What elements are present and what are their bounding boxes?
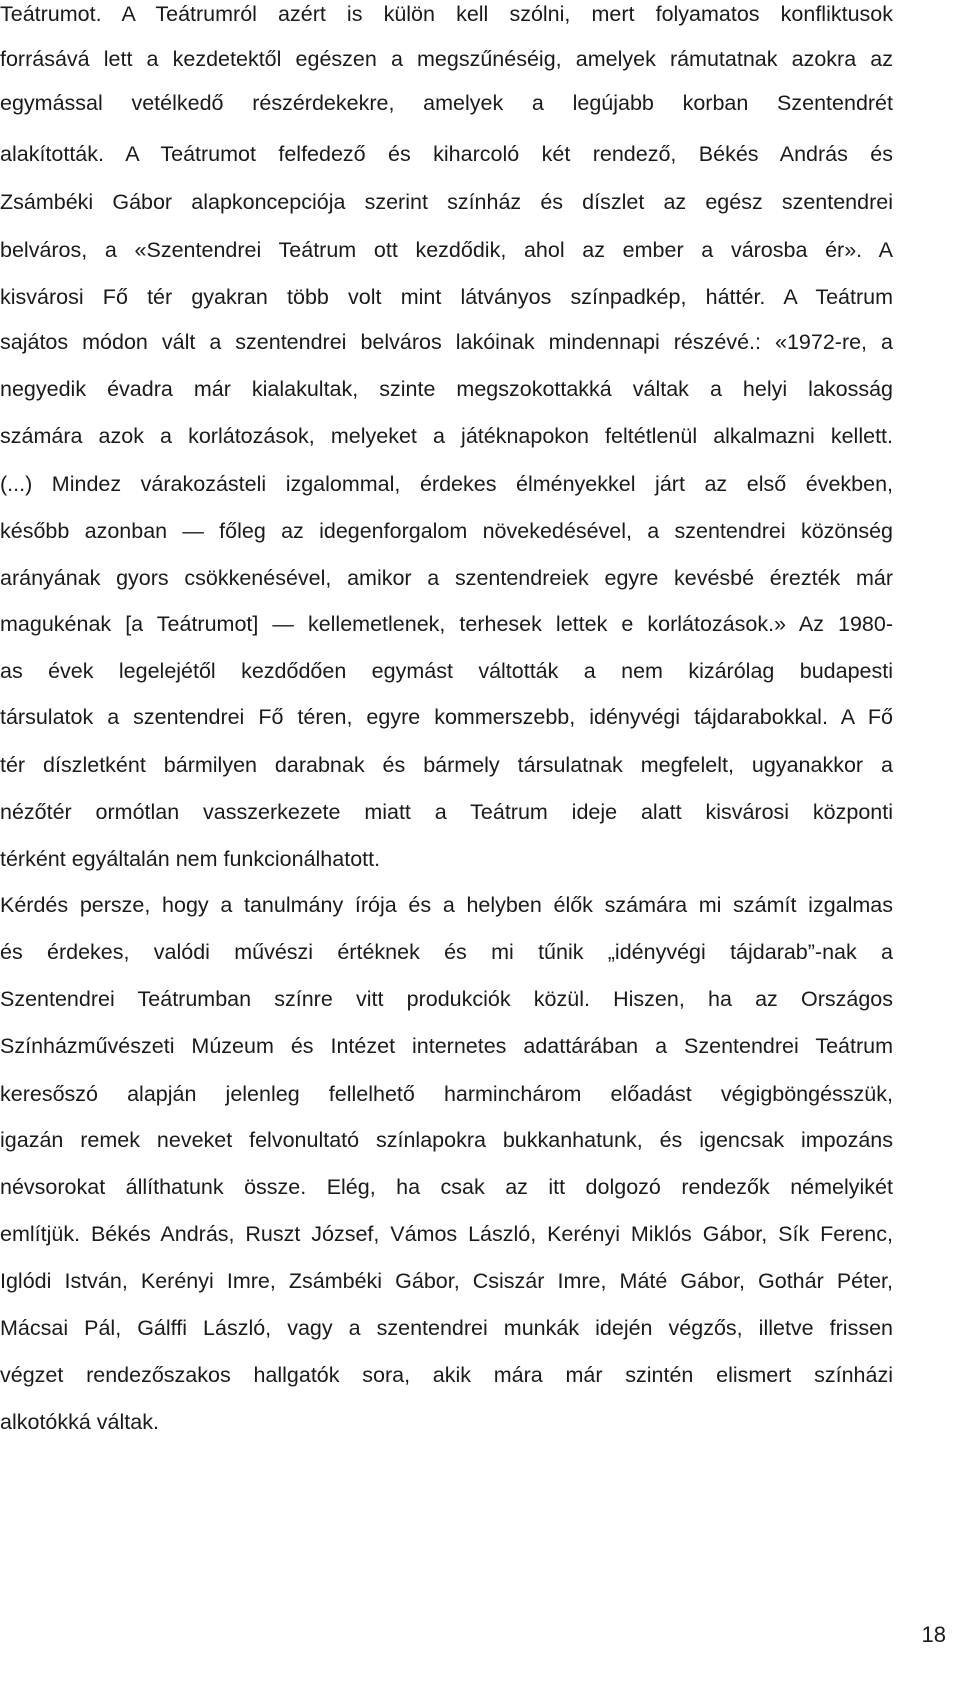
page-number: 18: [921, 1622, 946, 1647]
text-line: belváros, a «Szentendrei Teátrum ott kezdődik, ahol az ember a városba ér». A: [0, 238, 893, 262]
text-line: és érdekes, valódi művészi értéknek és mi tűnik „idényvégi tájdarab”-nak a: [0, 940, 893, 964]
text-line: Zsámbéki Gábor alapkoncepciója szerint színház és díszlet az egész szentendrei: [0, 190, 893, 214]
text-line: as évek legelejétől kezdődően egymást váltották a nem kizárólag budapesti: [0, 659, 893, 683]
text-line: Mácsai Pál, Gálffi László, vagy a szentendrei munkák idején végzős, illetve frissen: [0, 1316, 893, 1340]
text-line: később azonban — főleg az idegenforgalom növekedésével, a szentendrei közönség: [0, 519, 893, 543]
text-line: arányának gyors csökkenésével, amikor a szentendreiek egyre kevésbé érezték már: [0, 566, 893, 590]
text-line: egymással vetélkedő részérdekekre, amelyek a legújabb korban Szentendrét: [0, 91, 893, 115]
text-line: negyedik évadra már kialakultak, szinte megszokottakká váltak a helyi lakosság: [0, 377, 893, 401]
text-line: igazán remek neveket felvonultató színlapokra bukkanhatunk, és igencsak impozáns: [0, 1128, 893, 1152]
text-line: társulatok a szentendrei Fő téren, egyre kommerszebb, idényvégi tájdarabokkal. A Fő: [0, 705, 893, 729]
text-line: nézőtér ormótlan vasszerkezete miatt a Teátrum ideje alatt kisvárosi központi: [0, 800, 893, 824]
text-line: térként egyáltalán nem funkcionálhatott.: [0, 847, 381, 871]
text-line: kisvárosi Fő tér gyakran több volt mint látványos színpadkép, háttér. A Teátrum: [0, 285, 893, 309]
text-line: Színházművészeti Múzeum és Intézet internetes adattárában a Szentendrei Teátrum: [0, 1034, 893, 1058]
text-line: névsorokat állíthatunk össze. Elég, ha csak az itt dolgozó rendezők némelyikét: [0, 1175, 893, 1199]
text-line: Szentendrei Teátrumban színre vitt produkciók közül. Hiszen, ha az Országos: [0, 987, 893, 1011]
text-line: Iglódi István, Kerényi Imre, Zsámbéki Gábor, Csiszár Imre, Máté Gábor, Gothár Péter,: [0, 1269, 893, 1293]
text-line: számára azok a korlátozások, melyeket a játéknapokon feltétlenül alkalmazni kellett.: [0, 424, 893, 448]
text-line: magukénak [a Teátrumot] — kellemetlenek, terhesek lettek e korlátozások.» Az 1980-: [0, 612, 893, 636]
text-line: (...) Mindez várakozásteli izgalommal, érdekes élményekkel járt az első években,: [0, 472, 893, 496]
text-line: Kérdés persze, hogy a tanulmány írója és a helyben élők számára mi számít izgalmas: [0, 893, 893, 917]
text-line: alkotókká váltak.: [0, 1410, 159, 1434]
text-line: alakították. A Teátrumot felfedező és kiharcoló két rendező, Békés András és: [0, 142, 893, 166]
text-line: említjük. Békés András, Ruszt József, Vámos László, Kerényi Miklós Gábor, Sík Ferenc,: [0, 1222, 893, 1246]
text-line: tér díszletként bármilyen darabnak és bármely társulatnak megfelelt, ugyanakkor a: [0, 753, 893, 777]
text-line: Teátrumot. A Teátrumról azért is külön kell szólni, mert folyamatos konfliktusok: [0, 2, 893, 26]
text-line: keresőszó alapján jelenleg fellelhető harminchárom előadást végigböngésszük,: [0, 1082, 893, 1106]
text-line: végzet rendezőszakos hallgatók sora, akik mára már szintén elismert színházi: [0, 1363, 893, 1387]
text-line: sajátos módon vált a szentendrei belváros lakóinak mindennapi részévé.: «1972-re, a: [0, 330, 893, 354]
text-line: forrásává lett a kezdetektől egészen a megszűnéséig, amelyek rámutatnak azokra az: [0, 47, 893, 71]
